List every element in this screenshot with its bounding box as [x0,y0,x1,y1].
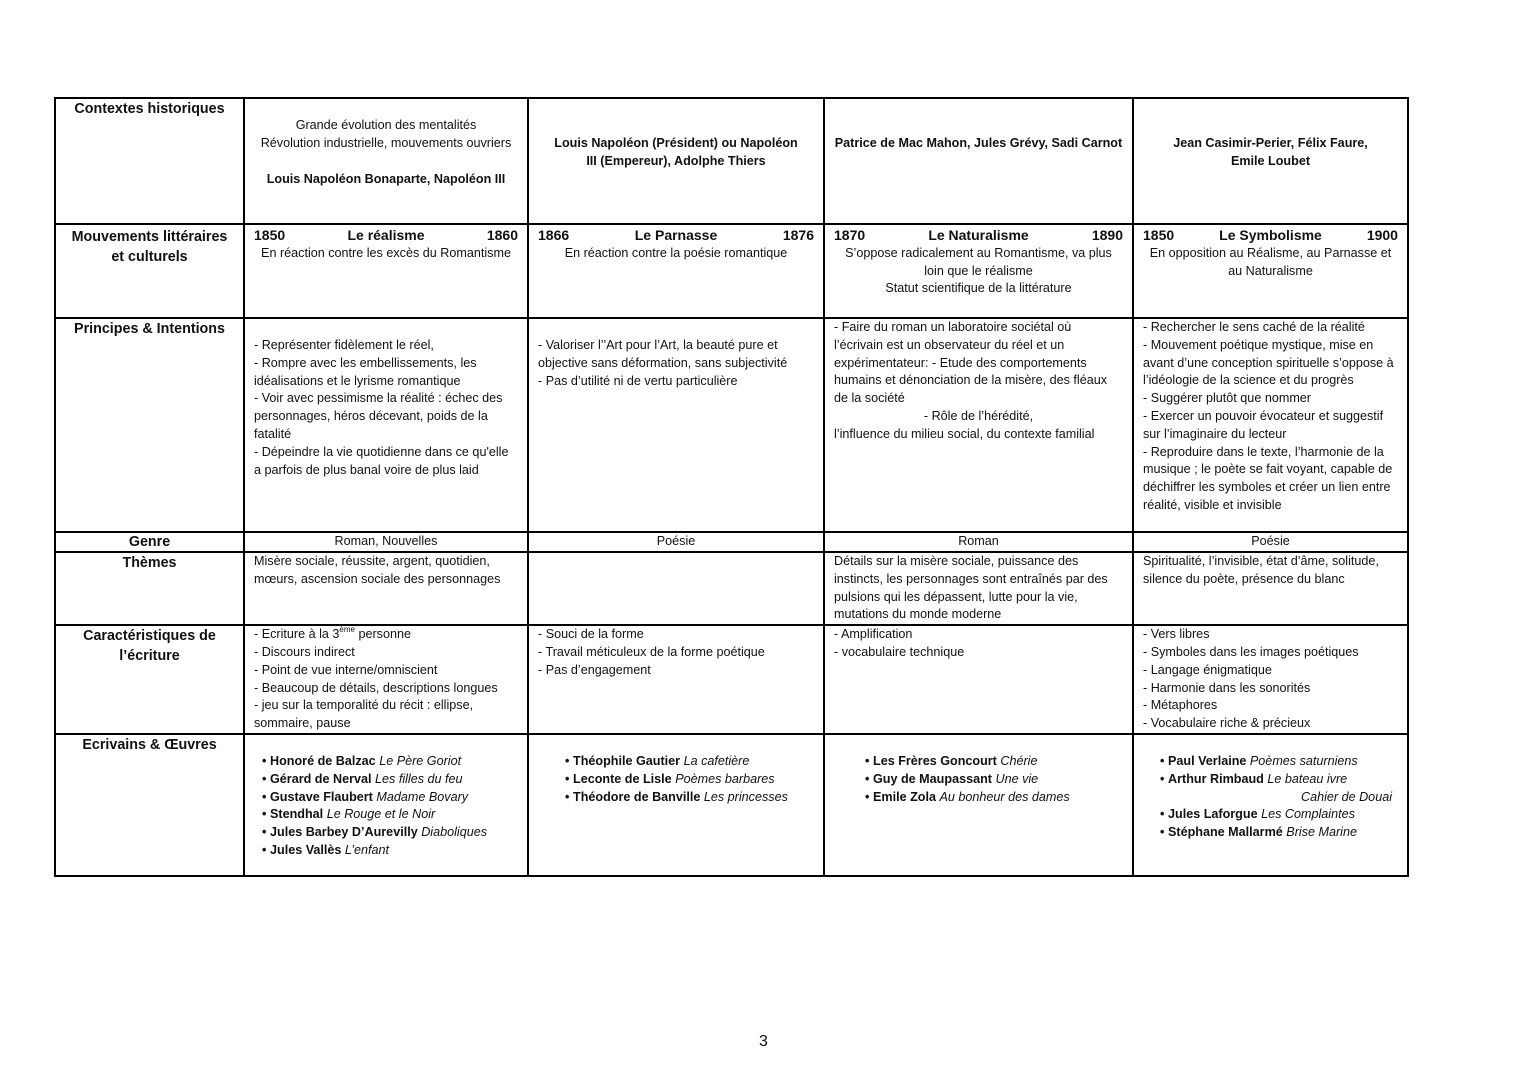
realisme-context-rulers: Louis Napoléon Bonaparte, Napoléon III [266,171,506,186]
symbolisme-writer-3-author: Jules Laforgue [1168,807,1258,822]
symbolisme-start-year: 1850 [1143,227,1175,243]
realisme-writer-6-author: Jules Vallès [270,842,342,857]
realisme-start-year: 1850 [254,227,286,243]
naturalisme-principes [824,318,1133,532]
symbolisme-writer-3 [1160,806,1398,824]
realisme-carac-4: - Beaucoup de détails, descriptions longues [254,680,498,695]
parnasse-carac-3: - Pas d’engagement [538,662,651,677]
realisme-writer-3-work: Madame Bovary [376,789,469,804]
realisme-principe-3: - Voir avec pessimisme la réalité : échec des personnages, héros décevant, poids de la fatalité [254,391,503,441]
parnasse-writer-2-author: Leconte de Lisle [573,771,672,786]
realisme-title: Le réalisme [347,227,425,243]
symbolisme-principes [1133,318,1408,532]
realisme-carac-1 [254,626,518,644]
naturalisme-writer-2 [865,771,1123,789]
row-caracteristiques [55,625,1408,734]
symbolisme-principe-1: - Rechercher le sens caché de la réalité [1143,320,1365,334]
row-label-principes: Principes & Intentions [55,318,244,532]
symbolisme-writer-1 [1160,753,1398,771]
realisme-movement-header [254,227,518,245]
symbolisme-writer-3-work: Les Complaintes [1261,807,1355,822]
parnasse-context: Louis Napoléon (Président) ou Napoléon III (Empereur), Adolphe Thiers [528,98,824,224]
realisme-movement [244,224,528,318]
parnasse-themes [528,552,824,625]
realisme-principe-2: - Rompre avec les embellissements, les idéalisations et le lyrisme romantique [254,355,477,388]
parnasse-title: Le Parnasse [634,227,718,243]
realisme-ecrivains [244,734,528,876]
parnasse-writer-3-work: Les princesses [703,789,788,804]
symbolisme-carac-3: - Langage énigmatique [1143,662,1272,677]
naturalisme-carac-2: - vocabulaire technique [834,644,965,659]
realisme-writer-1 [262,753,518,771]
naturalisme-ecrivains [824,734,1133,876]
realisme-writer-4 [262,806,518,824]
realisme-writer-5-author: Jules Barbey D’Aurevilly [270,825,418,840]
realisme-carac-1-sup: ème [339,625,355,635]
symbolisme-principe-4: - Exercer un pouvoir évocateur et suggestif sur l’imaginaire du lecteur [1143,408,1384,441]
symbolisme-movement [1133,224,1408,318]
naturalisme-reaction: S’oppose radicalement au Romantisme, va plus loin que le réalisme [845,245,1112,278]
realisme-end-year: 1860 [486,227,518,243]
symbolisme-reaction: En opposition au Réalisme, au Parnasse et au Naturalisme [1149,245,1392,278]
naturalisme-writer-1 [865,753,1123,771]
realisme-principe-1: - Représenter fidèlement le réel, [254,338,434,352]
row-ecrivains [55,734,1408,876]
symbolisme-writer-1-author: Paul Verlaine [1168,753,1247,768]
naturalisme-carac-1: - Amplification [834,627,913,642]
symbolisme-genre: Poésie [1133,532,1408,552]
parnasse-movement [528,224,824,318]
naturalisme-principe-1: - Faire du roman un laboratoire sociétal où l’écrivain est un observateur du réel et un expérimentateur: - Etude des comportements humains et dénonciation de la misère, des fléaux de la société [834,320,1108,406]
parnasse-caracteristiques [528,625,824,734]
realisme-writer-5-work: Diaboliques [421,825,488,840]
parnasse-writer-1-author: Théophile Gautier [573,753,681,768]
naturalisme-themes: Détails sur la misère sociale, puissance des instincts, les personnages sont entraînés par des pulsions qui les dépassent, lutte pour la vie, mutations du monde moderne [824,552,1133,625]
naturalisme-principe-3: l’influence du milieu social, du contexte familial [834,426,1095,441]
symbolisme-carac-4: - Harmonie dans les sonorités [1143,680,1311,695]
symbolisme-carac-5: - Métaphores [1143,698,1218,713]
symbolisme-carac-1: - Vers libres [1143,627,1210,642]
naturalisme-movement [824,224,1133,318]
symbolisme-principe-3: - Suggérer plutôt que nommer [1143,391,1312,406]
realisme-principe-4: - Dépeindre la vie quotidienne dans ce qu'elle a parfois de plus banal voire de plus laid [254,444,509,477]
naturalisme-writer-2-author: Guy de Maupassant [873,771,992,786]
parnasse-writer-2 [565,771,814,789]
realisme-carac-1-end: personne [354,627,411,642]
symbolisme-ecrivains [1133,734,1408,876]
realisme-writer-6-work: L’enfant [344,842,390,857]
parnasse-ecrivains [528,734,824,876]
symbolisme-writer-4 [1160,824,1398,842]
row-label-ecrivains: Ecrivains & Œuvres [55,734,244,876]
row-mouvements [55,224,1408,318]
realisme-writer-3 [262,789,518,807]
naturalisme-writer-3-author: Emile Zola [873,789,936,804]
symbolisme-writer-1-work: Poèmes saturniens [1249,753,1358,768]
realisme-carac-2: - Discours indirect [254,644,355,659]
naturalisme-writer-3-work: Au bonheur des dames [939,789,1070,804]
symbolisme-writer-2-extra [1160,789,1398,807]
symbolisme-end-year: 1900 [1366,227,1398,243]
row-label-caracteristiques: Caractéristiques de l’écriture [55,625,244,734]
symbolisme-writer-2-work: Le bateau ivre [1267,771,1348,786]
realisme-genre: Roman, Nouvelles [244,532,528,552]
realisme-principes [244,318,528,532]
naturalisme-status: Statut scientifique de la littérature [885,281,1072,296]
naturalisme-genre: Roman [824,532,1133,552]
realisme-writer-4-author: Stendhal [270,807,324,822]
symbolisme-writer-2-extra-work: Cahier de Douai [1300,789,1392,804]
naturalisme-title: Le Naturalisme [928,227,1029,243]
parnasse-reaction: En réaction contre la poésie romantique [564,245,788,260]
realisme-writer-5 [262,824,518,842]
realisme-writer-4-work: Le Rouge et le Noir [326,807,436,822]
naturalisme-writer-3 [865,789,1123,807]
parnasse-writer-3-author: Théodore de Banville [573,789,701,804]
realisme-writer-3-author: Gustave Flaubert [270,789,373,804]
symbolisme-writer-2-author: Arthur Rimbaud [1168,771,1264,786]
row-themes [55,552,1408,625]
row-label-contextes: Contextes historiques [55,98,244,224]
realisme-writer-1-author: Honoré de Balzac [270,753,376,768]
parnasse-carac-1: - Souci de la forme [538,627,644,642]
realisme-carac-1-text: - Ecriture à la 3 [254,627,340,642]
parnasse-writer-2-work: Poèmes barbares [675,771,775,786]
parnasse-start-year: 1866 [538,227,570,243]
naturalisme-context: Patrice de Mac Mahon, Jules Grévy, Sadi Carnot [824,98,1133,224]
symbolisme-context: Jean Casimir-Perier, Félix Faure, Emile Loubet [1133,98,1408,224]
naturalisme-writer-2-work: Une vie [995,771,1039,786]
literary-movements-table [54,97,1409,877]
row-genre [55,532,1408,552]
page-number: 3 [759,1033,768,1050]
realisme-writer-2-work: Les filles du feu [375,771,463,786]
realisme-reaction: En réaction contre les excès du Romantisme [261,245,511,260]
naturalisme-caracteristiques [824,625,1133,734]
row-label-themes: Thèmes [55,552,244,625]
row-contextes [55,98,1408,224]
symbolisme-caracteristiques [1133,625,1408,734]
symbolisme-writer-4-work: Brise Marine [1286,825,1357,840]
realisme-caracteristiques [244,625,528,734]
symbolisme-title: Le Symbolisme [1219,227,1322,243]
parnasse-principes [528,318,824,532]
parnasse-principe-1: - Valoriser l’’Art pour l’Art, la beauté pure et objective sans déformation, sans subjectivité [538,338,788,370]
parnasse-genre: Poésie [528,532,824,552]
parnasse-writer-1-work: La cafetière [683,753,750,768]
parnasse-writer-1 [565,753,814,771]
realisme-writer-6 [262,842,518,860]
parnasse-writer-3 [565,789,814,807]
symbolisme-writer-4-author: Stéphane Mallarmé [1168,825,1283,840]
row-label-genre: Genre [55,532,244,552]
realisme-writer-1-work: Le Père Goriot [379,753,462,768]
realisme-writer-2-author: Gérard de Nerval [270,771,372,786]
parnasse-end-year: 1876 [782,227,814,243]
realisme-carac-5: - jeu sur la temporalité du récit : ellipse, sommaire, pause [254,698,474,731]
naturalisme-writer-1-work: Chérie [1000,753,1038,768]
symbolisme-movement-header [1143,227,1398,245]
naturalisme-movement-header [834,227,1123,245]
symbolisme-carac-2: - Symboles dans les images poétiques [1143,644,1359,659]
realisme-writer-2 [262,771,518,789]
symbolisme-principe-5: - Reproduire dans le texte, l’harmonie de la musique ; le poète se fait voyant, capable de déchiffrer les symboles et créer un lien entre réalité, visible et invisible [1143,444,1393,512]
symbolisme-writer-2 [1160,771,1398,789]
parnasse-carac-2: - Travail méticuleux de la forme poétique [538,644,765,659]
naturalisme-principe-2: - Rôle de l’hérédité, [923,408,1034,423]
symbolisme-principe-2: - Mouvement poétique mystique, mise en avant d’une conception spirituelle s’oppose à l’idéologie de la science et du progrès [1143,337,1394,388]
realisme-context-line1: Grande évolution des mentalités [295,118,477,132]
realisme-carac-3: - Point de vue interne/omniscient [254,662,438,677]
parnasse-movement-header [538,227,814,245]
realisme-context-line2: Révolution industrielle, mouvements ouvriers [260,135,512,150]
symbolisme-themes: Spiritualité, l’invisible, état d’âme, solitude, silence du poète, présence du blanc [1133,552,1408,625]
naturalisme-end-year: 1890 [1091,227,1123,243]
naturalisme-writer-1-author: Les Frères Goncourt [873,753,997,768]
naturalisme-start-year: 1870 [834,227,866,243]
row-principes [55,318,1408,532]
symbolisme-carac-6: - Vocabulaire riche & précieux [1143,716,1311,731]
parnasse-principe-2: - Pas d’utilité ni de vertu particulière [538,373,738,388]
row-label-mouvements: Mouvements littéraires et culturels [55,224,244,318]
realisme-context [244,98,528,224]
realisme-themes: Misère sociale, réussite, argent, quotidien, mœurs, ascension sociale des personnages [244,552,528,625]
